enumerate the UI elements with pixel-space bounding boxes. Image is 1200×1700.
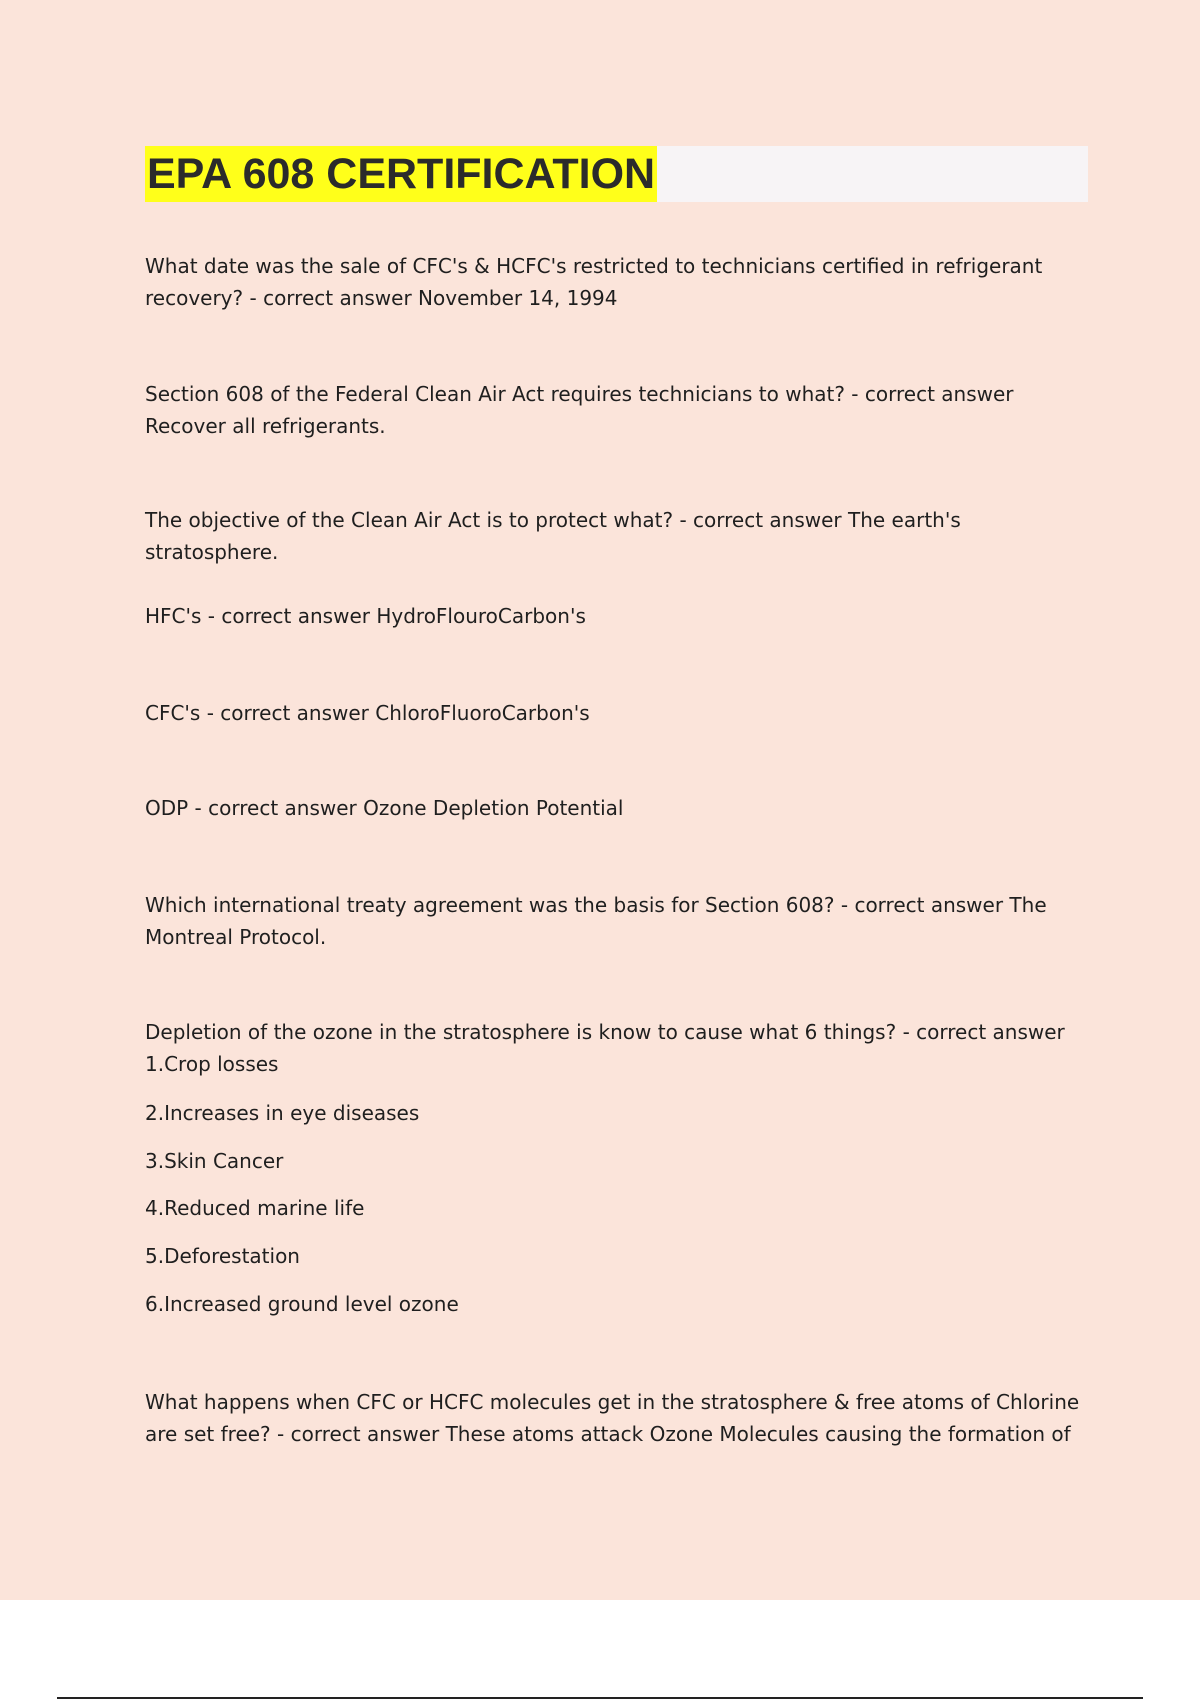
list-item: 2.Increases in eye diseases xyxy=(145,1101,420,1125)
qa-item-montreal: Which international treaty agreement was the basis for Section 608? - correct answer The Montreal Protocol. xyxy=(145,893,1047,949)
list-item: 4.Reduced marine life xyxy=(145,1196,365,1220)
qa-item-sale-date: What date was the sale of CFC's & HCFC's restricted to technicians certified in refrigerant recovery? - correct answer November 14, 1994 xyxy=(145,254,1043,310)
footer-divider xyxy=(57,1697,1143,1699)
qa-item-chlorine: What happens when CFC or HCFC molecules get in the stratosphere & free atoms of Chlorine are set free? - correct answer These atoms attack Ozone Molecules causing the formation of xyxy=(145,1390,1080,1446)
qa-item-ozone-depletion: Depletion of the ozone in the stratosphere is know to cause what 6 things? - correct answer 1.Crop losses xyxy=(145,1020,1065,1076)
list-item: 6.Increased ground level ozone xyxy=(145,1292,459,1316)
qa-item-clean-air-act: The objective of the Clean Air Act is to protect what? - correct answer The earth's stratosphere. xyxy=(145,508,961,564)
qa-item-cfc: CFC's - correct answer ChloroFluoroCarbon's xyxy=(145,701,590,725)
list-item: 5.Deforestation xyxy=(145,1244,300,1268)
list-item: 3.Skin Cancer xyxy=(145,1149,284,1173)
qa-item-section-608: Section 608 of the Federal Clean Air Act requires technicians to what? - correct answer Recover all refrigerants. xyxy=(145,382,1014,438)
qa-item-hfc: HFC's - correct answer HydroFlouroCarbon's xyxy=(145,604,586,628)
document-title: EPA 608 CERTIFICATION xyxy=(145,146,657,202)
qa-item-odp: ODP - correct answer Ozone Depletion Potential xyxy=(145,796,624,820)
